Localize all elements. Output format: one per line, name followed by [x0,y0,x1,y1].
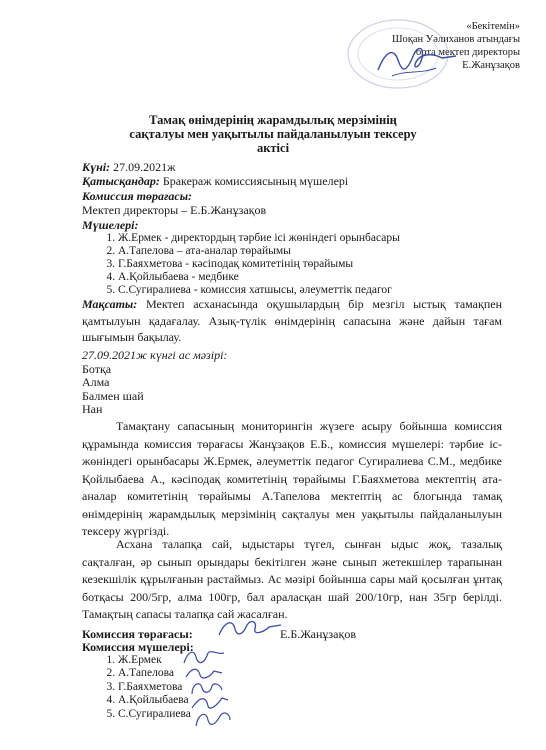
chair-label: Комиссия төрағасы: [82,188,193,203]
purpose-block [82,296,502,346]
signature-block [82,628,502,721]
members-label-row [82,218,502,232]
participants-value: Бракераж комиссиясының мүшелері [162,174,349,189]
sig-chair-label: Комиссия төрағасы: [82,627,193,641]
chair-label-row [82,189,502,203]
sig-members-list [82,654,502,721]
purpose-text: Мектеп асханасында оқушылардың бір мезгіл ыстық тамақпен қамтылуын қадағалау. Азық-түлік өнімдерінің сапасына және дайын тағам шығымын бақылау. [82,297,502,344]
chair-signature [215,615,285,643]
member-item: 2. А.Тапелова – ата-аналар төрайымы [118,245,502,258]
paragraph-2: Асхана талапқа сай, ыдыстары түгел, сынған ыдыс жоқ, тазалық сақталған, әр сынып орындары бекітілген және сынып жетекшілер тарапынан кезекшілік құрылғанын растаймыз. Ас мәзірі бойынша сары май қосылған ұнтақ ботқасы 200/5гр, алма 100гр, бал араласқан шай 200/10гр, нан 35гр берілді. Тамақтың сапасы талапқа сай жасалған. [82,537,502,621]
director-signature [372,40,462,82]
members-label: Мүшелері: [82,217,139,232]
menu-block [82,349,502,417]
approval-line-3: орта мектеп директоры [416,47,520,58]
member-signature [190,706,234,732]
participants-row [82,174,502,188]
menu-item: Алма [82,375,110,389]
sig-member-item: 2. А.Тапелова [118,667,502,680]
menu-heading: 27.09.2021ж күнгі ас мәзірі: [82,348,228,362]
menu-item: Нан [82,402,103,416]
paragraph-1: Тамақтану сапасының мониторингін жүзеге асыру бойынша комиссия құрамында комиссия төрағасы Жанұзақов Е.Б., комиссия мүшелері: тәрбие іс-жөніндегі орынбасары Ж.Ермек, әлеуметтік педагог Сугиралиева С.М., медбике Қойлыбаева А., кәсіподақ комитетінің төрайымы Г.Баяхметова мектептің ата-аналар комитетінің төрайымы А.Тапелова мектептің ас блогында тамақ өнімдерінің жарамдылық мерзімінің сақталуы мен уақытылы пайдаланылуын тексеру жүргізді. [82,419,502,538]
participants-label: Қатысқандар: [82,174,160,189]
sig-member-item: 4. А.Қойлыбаева [118,694,502,707]
date-label: Күні: [82,160,111,174]
member-item: 5. С.Сугиралиева - комиссия хатшысы, әлеуметтік педагог [118,284,502,297]
chair-value: Мектеп директоры – Е.Б.Жанұзақов [82,203,267,218]
document-title [100,113,446,155]
purpose-label: Мақсаты: [82,297,138,311]
title-line-3: актісі [256,141,290,155]
members-list [82,232,502,297]
menu-item: Ботқа [82,361,112,376]
sig-member-item: 5. С.Сугиралиева [118,708,502,721]
member-item: 3. Г.Баяхметова - кәсіподақ комитетінің төрайымы [118,258,502,271]
title-line-1: Тамақ өнімдерінің жарамдылық мерзімінің [149,113,397,127]
date-row [82,160,502,174]
title-line-2: сақталуы мен уақытылы пайдаланылуын тексеру [129,127,417,141]
approval-line-4: Е.Жанұзақов [462,60,520,71]
chair-value-row [82,203,502,217]
approval-line-2: Шоқан Уәлиханов атындағы [391,34,520,45]
sig-member-item: 1. Ж.Ермек [118,654,502,667]
header-fields [82,160,502,297]
member-item: 4. А.Қойлыбаева - медбике [118,271,502,284]
date-value: 27.09.2021ж [113,160,176,174]
sig-chair-name: Е.Б.Жанұзақов [280,627,356,641]
sig-members-label: Комиссия мүшелері: [82,640,194,654]
sig-member-item: 3. Г.Баяхметова [118,681,502,694]
approval-line-1: «Бекітемін» [466,21,520,32]
menu-item: Балмен шай [82,388,144,403]
member-item: 1. Ж.Ермек - директордың тәрбие ісі жөніндегі орынбасары [118,232,502,245]
